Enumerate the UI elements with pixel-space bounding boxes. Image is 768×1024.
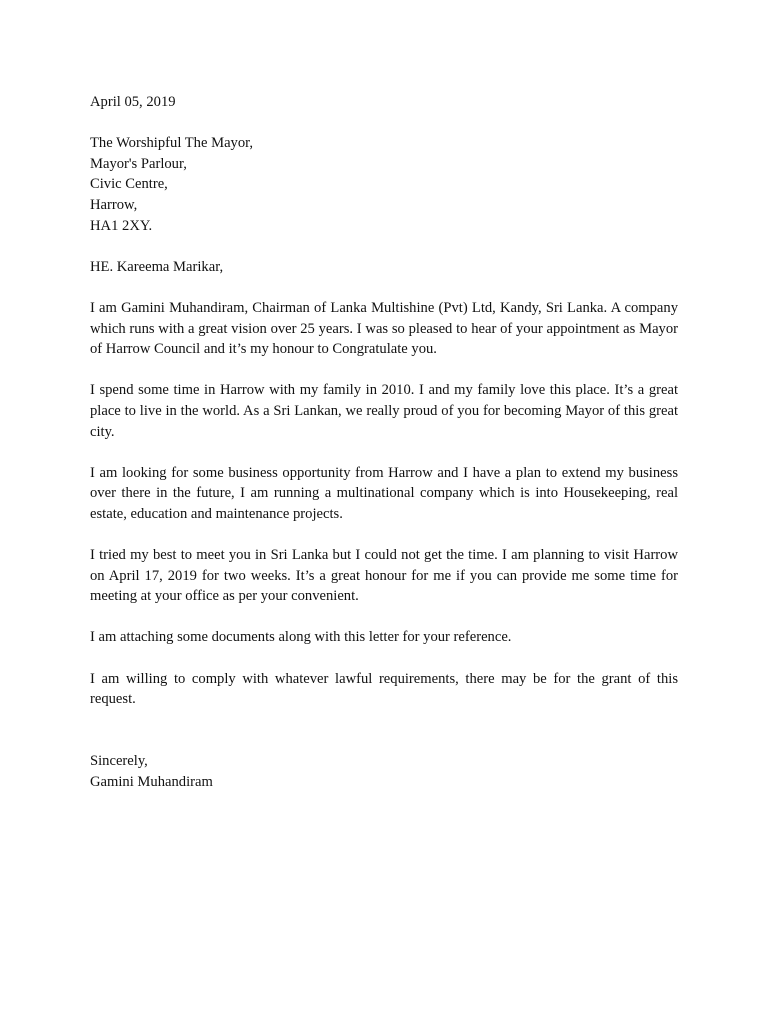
- salutation: HE. Kareema Marikar,: [90, 258, 224, 275]
- body-paragraph: I spend some time in Harrow with my family in 2010. I and my family love this place. It’s a great place to live in the world. As a Sri Lankan, we really proud of you for becoming Mayor of this great city.: [90, 382, 678, 440]
- body-paragraph: I am willing to comply with whatever lawful requirements, there may be for the grant of this request.: [90, 670, 678, 708]
- body-paragraph: I tried my best to meet you in Sri Lanka but I could not get the time. I am planning to visit Harrow on April 17, 2019 for two weeks. It’s a great honour for me if you can provide me some time for meeting at your office as per your convenient.: [90, 547, 678, 605]
- address-line: Harrow,: [90, 196, 138, 213]
- address-line: The Worshipful The Mayor,: [90, 135, 254, 152]
- address-line: Civic Centre,: [90, 176, 168, 193]
- letter-date: April 05, 2019: [90, 94, 176, 110]
- body-paragraph: I am looking for some business opportunity from Harrow and I have a plan to extend my business over there in the future, I am running a multinational company which is into Housekeeping, real estate, education and maintenance projects.: [90, 464, 678, 522]
- recipient-address: [90, 133, 678, 236]
- body-paragraph: I am Gamini Muhandiram, Chairman of Lanka Multishine (Pvt) Ltd, Kandy, Sri Lanka. A company which runs with a great vision over 25 years. I was so pleased to hear of your appointment as Mayor of Harrow Council and it’s my honour to Congratulate you.: [90, 299, 678, 358]
- address-line: Mayor's Parlour,: [90, 155, 187, 172]
- letter-body: [90, 92, 678, 792]
- address-line: HA1 2XY.: [90, 217, 153, 234]
- closing: Sincerely,: [90, 753, 148, 769]
- body-paragraph: I am attaching some documents along with this letter for your reference.: [90, 629, 512, 646]
- signature-name: Gamini Muhandiram: [90, 773, 213, 790]
